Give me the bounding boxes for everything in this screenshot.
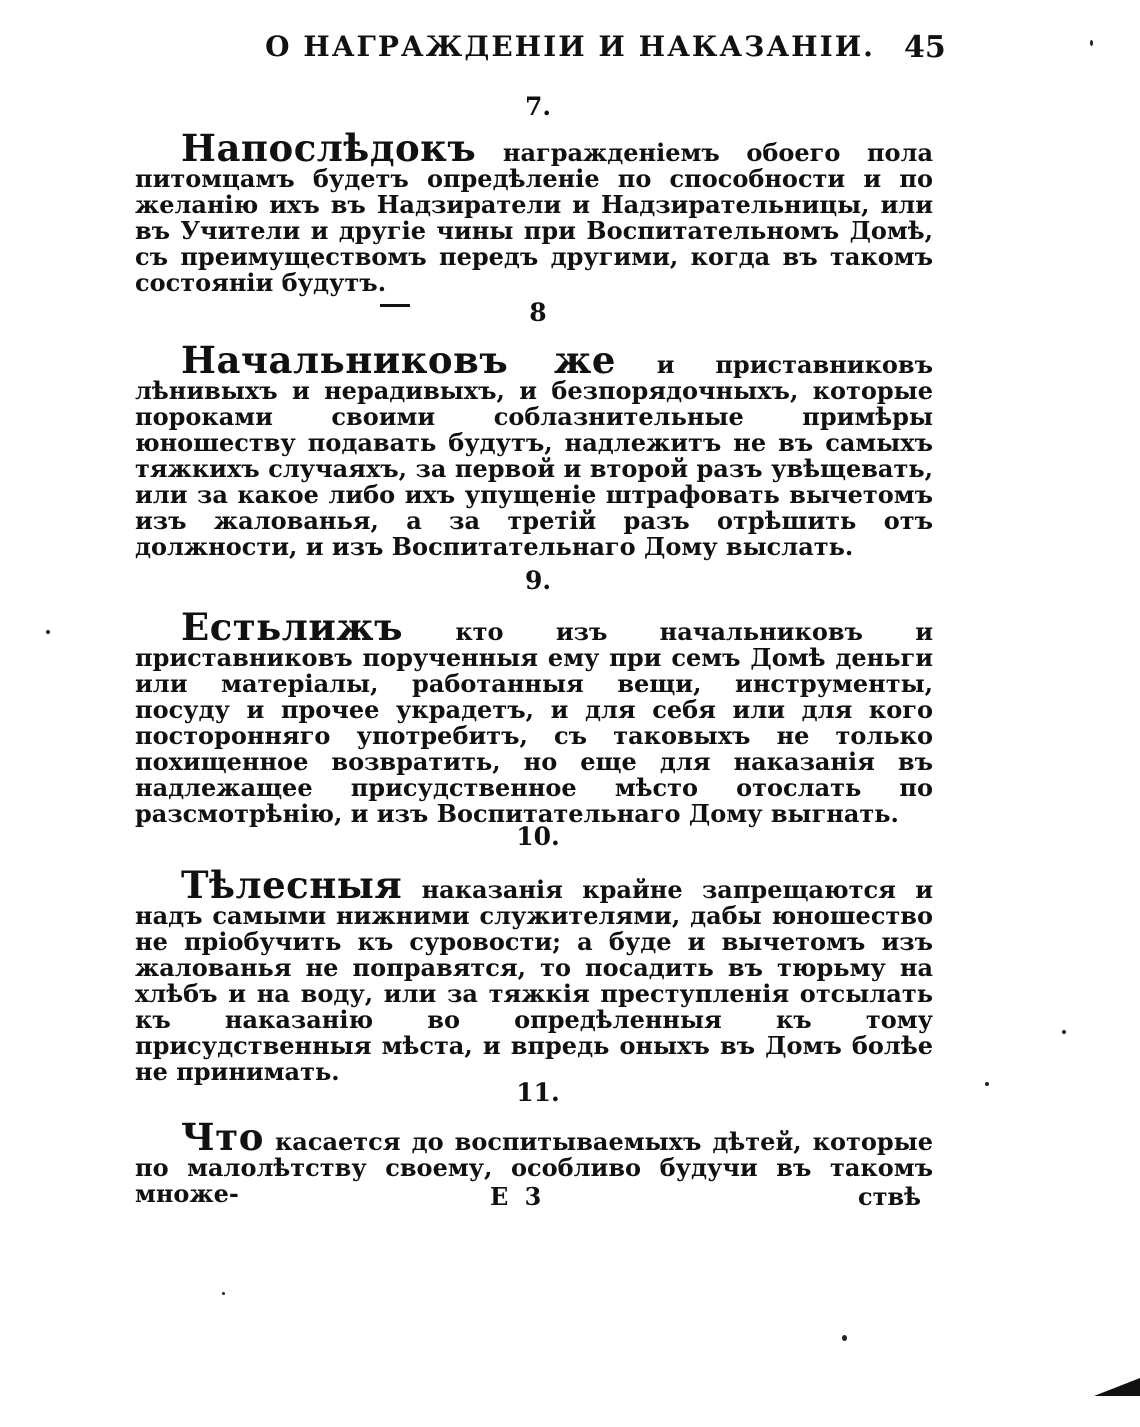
scan-speck — [842, 1335, 847, 1341]
paragraph-text-8: и приставниковъ лѣнивыхъ и нерадивыхъ, и безпорядочныхъ, которые пороками своими соблазнительные примѣры юношеству подавать будутъ, надлежитъ не въ самыхъ тяжкихъ случаяхъ, за первой и второй разъ увѣщевать, или за какое либо ихъ упущеніе штрафовать вычетомъ изъ жалованья, а за третій разъ отрѣшить отъ должности, и изъ Воспитательнаго Дому выслать. — [135, 350, 934, 561]
paragraph-7 — [135, 126, 934, 297]
section-number-10: 10. — [516, 822, 560, 851]
lead-word-7: Напослѣдокъ — [181, 126, 477, 170]
printer-signature: Е 3 — [490, 1182, 546, 1211]
paragraph-8 — [135, 338, 934, 561]
section-number-11: 11. — [516, 1078, 560, 1107]
paragraph-9 — [135, 605, 933, 828]
scan-speck — [46, 630, 50, 634]
lead-word-8: Начальниковъ же — [181, 338, 616, 382]
section-number-8: 8 — [529, 298, 547, 327]
section-number-9: 9. — [524, 566, 552, 595]
paragraph-10 — [135, 863, 933, 1086]
catchword: ствѣ — [858, 1182, 922, 1211]
section-number-7: 7. — [524, 92, 552, 121]
scan-speck — [985, 1082, 989, 1086]
lead-word-10: Тѣлесныя — [181, 863, 403, 907]
scan-speck — [1062, 1030, 1066, 1034]
running-header: О НАГРАЖДЕНІИ И НАКАЗАНІИ. — [265, 30, 875, 63]
lead-word-9: Естьлижъ — [181, 605, 404, 649]
lead-word-11: Что — [181, 1115, 264, 1159]
paragraph-text-9: кто изъ начальниковъ и приставниковъ порученныя ему при семъ Домѣ деньги или матеріалы, работанныя вещи, инструменты, посуду и прочее украдетъ, и для себя или для кого посторонняго употребитъ, съ таковыхъ не только похищенное возвратить, но еще для наказанія въ надлежащее присудственное мѣсто отослать по разсмотрѣнію, и изъ Воспитательнаго Дому выгнать. — [135, 617, 933, 828]
paragraph-text-10: наказанія крайне запрещаются и надъ самыми нижними служителями, дабы юношество не пріобучить къ суровости; а буде и вычетомъ изъ жалованья не поправятся, то посадить въ тюрьму на хлѣбъ и на воду, или за тяжкія преступленія отсылать къ наказанію во опредѣленныя къ тому присудственныя мѣста, и впредь оныхъ въ Домъ болѣе не принимать. — [135, 875, 933, 1086]
page-number: 45 — [904, 30, 946, 65]
corner-ink-mark — [1094, 1378, 1140, 1396]
paragraph-text-7: награжденіемъ обоего пола питомцамъ будетъ опредѣленіе по способности и по желанію ихъ въ Надзиратели и Надзирательницы, или въ Учители и другіе чины при Воспитательномъ Домѣ, съ преимуществомъ передъ другими, когда въ такомъ состояніи будутъ. — [135, 138, 934, 297]
paragraph-text-11: касается до воспитываемыхъ дѣтей, которые по малолѣтству своему, особливо будучи въ такомъ множе- — [135, 1127, 933, 1208]
scan-speck — [222, 1292, 225, 1295]
scan-speck — [1090, 40, 1093, 46]
